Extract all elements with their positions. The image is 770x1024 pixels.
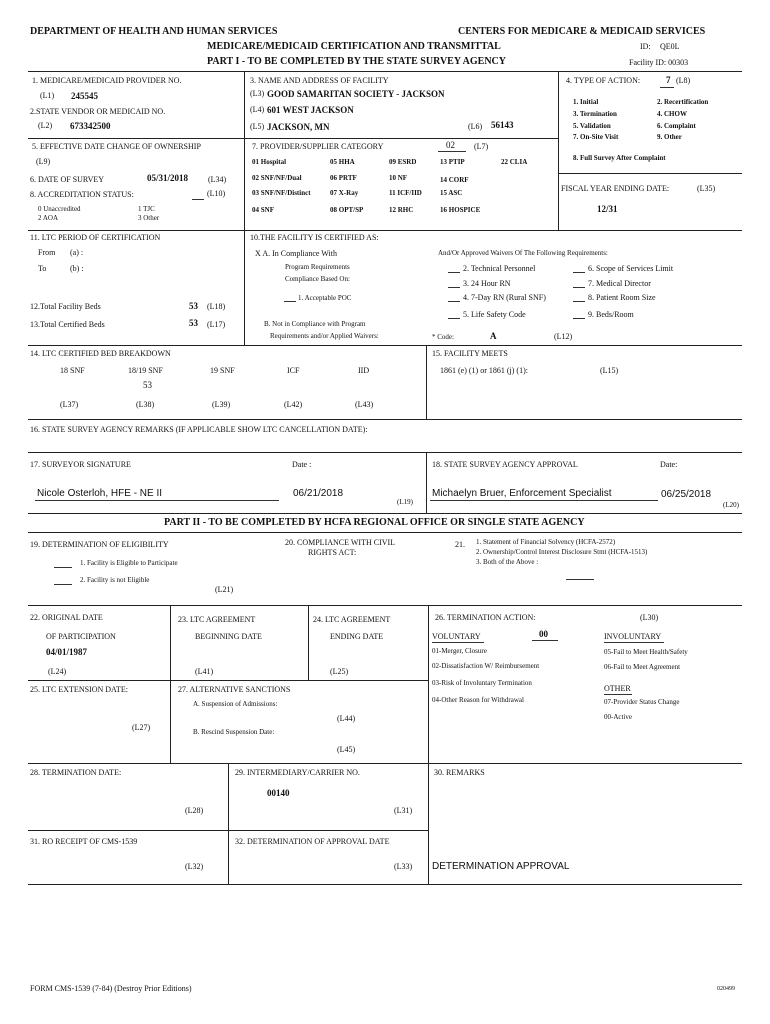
other-label: OTHER (604, 684, 631, 693)
l8-code: (L8) (676, 76, 691, 85)
ending-date-label: ENDING DATE (330, 632, 384, 641)
vrule-g (308, 605, 309, 680)
facility-meets-text: 1861 (e) (1) or 1861 (j) (1): (440, 366, 528, 375)
l25-code: (L25) (330, 667, 349, 676)
program-req: Program Requirements (285, 263, 350, 271)
original-date-value: 04/01/1987 (46, 647, 88, 657)
other-07: 07-Provider Status Change (604, 698, 680, 706)
type-of-action-underline (660, 87, 674, 88)
facility-meets-label: 15. FACILITY MEETS (432, 349, 508, 358)
cat-16: 16 HOSPICE (440, 206, 481, 214)
cat-09: 09 ESRD (389, 158, 417, 166)
waiver-5-blank (448, 318, 460, 319)
survey-date-label: 6. DATE OF SURVEY (30, 175, 105, 184)
l5-code: (L5) (250, 122, 265, 131)
l39-code: (L39) (212, 400, 231, 409)
surveyor-date: 06/21/2018 (293, 488, 344, 499)
sec21-opt-1: 1. Statement of Financial Solvency (HCFA-2572) (476, 538, 616, 546)
accreditation-label: 8. ACCREDITATION STATUS: (30, 190, 134, 199)
waiver-6: 6. Scope of Services Limit (588, 264, 674, 273)
action-opt-9: 9. Other (657, 133, 682, 141)
waivers-label: And/Or Approved Waivers Of The Following Requirements: (438, 249, 608, 257)
involuntary-underline (604, 642, 664, 643)
vrule-h (170, 680, 171, 763)
termination-date-label: 28. TERMINATION DATE: (30, 768, 122, 777)
form-code: 020499 (717, 986, 735, 992)
l7-code: (L7) (474, 142, 489, 151)
intermediary-label: 29. INTERMEDIARY/CARRIER NO. (235, 768, 360, 777)
waiver-4: 4. 7-Day RN (Rural SNF) (463, 293, 546, 302)
voluntary-label: VOLUNTARY (432, 632, 481, 641)
vol-03: 03-Risk of Involuntary Termination (432, 679, 532, 687)
l43-code: (L43) (355, 400, 374, 409)
rule-2 (28, 230, 742, 231)
waiver-8-blank (573, 301, 585, 302)
eligibility-label: 19. DETERMINATION OF ELIGIBILITY (30, 540, 169, 549)
l3-code: (L3) (250, 89, 265, 98)
l9-code: (L9) (36, 157, 51, 166)
bed-19-snf: 19 SNF (210, 366, 235, 375)
l18-code: (L18) (207, 302, 226, 311)
approver-underline (430, 500, 658, 501)
approval-date-label: 32. DETERMINATION OF APPROVAL DATE (235, 837, 390, 846)
remarks-30-label: 30. REMARKS (434, 768, 485, 777)
accred-opt-1: 1 TJC (138, 205, 155, 213)
approver-date: 06/25/2018 (661, 489, 712, 500)
vrule-e (428, 605, 429, 884)
cat-03: 03 SNF/NF/Distinct (252, 189, 311, 197)
civil-rights-label: 20. COMPLIANCE WITH CIVIL (285, 538, 396, 547)
fiscal-year-label: FISCAL YEAR ENDING DATE: (561, 184, 670, 193)
rescind-suspension: B. Rescind Suspension Date: (193, 728, 275, 736)
waiver-5: 5. Life Safety Code (463, 310, 526, 319)
code-label: * Code: (432, 333, 454, 341)
bed-18-19-snf-value: 53 (143, 380, 152, 390)
sec21-blank (566, 579, 594, 580)
certified-as-label: 10.THE FACILITY IS CERTIFIED AS: (250, 233, 379, 242)
action-opt-2: 2. Recertification (657, 98, 709, 106)
vol-04: 04-Other Reason for Withdrawal (432, 696, 524, 704)
id-value: QE0L (660, 42, 680, 51)
surveyor-date-label: Date : (292, 460, 312, 469)
noncompliance-b: B. Not in Compliance with Program (264, 320, 366, 328)
suspension-admissions: A. Suspension of Admissions: (193, 700, 278, 708)
vol-01: 01-Merger, Closure (432, 647, 487, 655)
id-label: ID: (640, 42, 651, 51)
rule-1 (28, 138, 558, 139)
cat-12: 12 RHC (389, 206, 414, 214)
rule-top (28, 71, 742, 72)
vrule-a (244, 71, 245, 345)
waiver-9-blank (573, 318, 585, 319)
accred-opt-0: 0 Unaccredited (38, 205, 81, 213)
from-a: (a) : (70, 248, 84, 257)
part2-title: PART II - TO BE COMPLETED BY HCFA REGIONAL OFFICE OR SINGLE STATE AGENCY (164, 517, 585, 528)
bed-iid: IID (358, 366, 370, 375)
l30-code: (L30) (640, 613, 659, 622)
agency-approval-label: 18. STATE SURVEY AGENCY APPROVAL (432, 460, 578, 469)
not-eligible-blank (54, 584, 72, 585)
cat-06: 06 PRTF (330, 174, 357, 182)
form-title: MEDICARE/MEDICAID CERTIFICATION AND TRANSMITTAL (207, 41, 501, 52)
bed-icf: ICF (287, 366, 300, 375)
provider-no-value: 245545 (71, 91, 98, 101)
rule-8 (28, 605, 742, 606)
fiscal-year-value: 12/31 (597, 204, 618, 214)
action-opt-1: 1. Initial (573, 98, 599, 106)
waiver-2-blank (448, 272, 460, 273)
rule-3 (28, 345, 742, 346)
l42-code: (L42) (284, 400, 303, 409)
cat-10: 10 NF (389, 174, 408, 182)
l44-code: (L44) (337, 714, 356, 723)
beginning-date-label: BEGINNING DATE (195, 632, 262, 641)
compliance-a: X A. In Compliance With (255, 249, 337, 258)
vendor-no-value: 673342500 (70, 121, 111, 131)
to-label: To (38, 264, 47, 273)
accreditation-blank (192, 199, 204, 200)
rule-10 (28, 763, 742, 764)
vrule-f (170, 605, 171, 680)
provider-category-value: 02 (446, 140, 455, 150)
surveyor-underline (35, 500, 279, 501)
rule-4 (28, 419, 742, 420)
cat-01: 01 Hospital (252, 158, 287, 166)
l41-code: (L41) (195, 667, 214, 676)
action-opt-5: 5. Validation (573, 122, 611, 130)
l4-code: (L4) (250, 105, 265, 114)
facility-zip: 56143 (491, 120, 514, 130)
acceptable-poc: 1. Acceptable POC (298, 294, 352, 302)
survey-date-value: 05/31/2018 (147, 173, 189, 183)
facility-street: 601 WEST JACKSON (267, 105, 354, 115)
agency-date-label: Date: (660, 460, 678, 469)
cat-07: 07 X-Ray (330, 189, 359, 197)
waiver-4-blank (448, 301, 460, 302)
compliance-based-on: Compliance Based On: (285, 275, 350, 283)
l15-code: (L15) (600, 366, 619, 375)
rule-12 (28, 884, 742, 885)
to-b: (b) : (70, 264, 84, 273)
cat-15: 15 ASC (440, 189, 463, 197)
approver-name: Michaelyn Bruer, Enforcement Specialist (432, 488, 612, 499)
l33-code: (L33) (394, 862, 413, 871)
cat-08: 08 OPT/SP (330, 206, 364, 214)
eligible-blank (54, 567, 72, 568)
bed-18-19-snf: 18/19 SNF (128, 366, 163, 375)
l6-code: (L6) (468, 122, 483, 131)
l38-code: (L38) (136, 400, 155, 409)
surveyor-name: Nicole Osterloh, HFE - NE II (37, 488, 163, 499)
vendor-no-label: 2.STATE VENDOR OR MEDICAID NO. (30, 107, 166, 116)
waiver-9: 9. Beds/Room (588, 310, 634, 319)
l27-code: (L27) (132, 723, 151, 732)
total-beds-value: 53 (189, 301, 198, 311)
provider-category-label: 7. PROVIDER/SUPPLIER CATEGORY (252, 142, 384, 151)
ltc-period-label: 11. LTC PERIOD OF CERTIFICATION (30, 233, 161, 242)
noncompliance-b2: Requirements and/or Applied Waivers: (270, 332, 379, 340)
part1-title: PART I - TO BE COMPLETED BY THE STATE SURVEY AGENCY (207, 56, 506, 67)
rule-5 (28, 452, 742, 453)
facility-name: GOOD SAMARITAN SOCIETY - JACKSON (267, 89, 445, 99)
waiver-2: 2. Technical Personnel (463, 264, 536, 273)
change-ownership-label: 5. EFFECTIVE DATE CHANGE OF OWNERSHIP (32, 142, 201, 151)
termination-value-underline (532, 640, 558, 641)
from-label: From (38, 248, 56, 257)
provider-no-label: 1. MEDICARE/MEDICAID PROVIDER NO. (32, 76, 182, 85)
l12-code: (L12) (554, 332, 573, 341)
vrule-c (426, 345, 427, 419)
l19-code: (L19) (397, 498, 413, 506)
rule-fy (558, 173, 742, 174)
cat-14: 14 CORF (440, 176, 469, 184)
ltc-extension-label: 25. LTC EXTENSION DATE: (30, 685, 128, 694)
cat-22: 22 CLIA (501, 158, 528, 166)
waiver-8: 8. Patient Room Size (588, 293, 656, 302)
code-value: A (490, 331, 497, 341)
intermediary-value: 00140 (267, 788, 290, 798)
surveyor-signature-label: 17. SURVEYOR SIGNATURE (30, 460, 131, 469)
cat-04: 04 SNF (252, 206, 274, 214)
waiver-6-blank (573, 272, 585, 273)
cat-05: 05 HHA (330, 158, 355, 166)
facility-name-label: 3. NAME AND ADDRESS OF FACILITY (250, 76, 389, 85)
l34-code: (L34) (208, 175, 227, 184)
vrule-d (426, 452, 427, 513)
invol-06: 06-Fail to Meet Agreement (604, 663, 681, 671)
rule-6 (28, 513, 742, 514)
cat-11: 11 ICF/IID (389, 189, 422, 197)
l17-code: (L17) (207, 320, 226, 329)
l1-code: (L1) (40, 91, 55, 100)
l32-code: (L32) (185, 862, 204, 871)
l24-code: (L24) (48, 667, 67, 676)
sec21-opt-2: 2. Ownership/Control Interest Disclosure Stmt (HCFA-1513) (476, 548, 648, 556)
action-opt-7: 7. On-Site Visit (573, 133, 619, 141)
original-date-label: 22. ORIGINAL DATE (30, 613, 103, 622)
rule-7 (28, 532, 742, 533)
ltc-agreement-begin-label: 23. LTC AGREEMENT (178, 615, 256, 624)
certified-beds-value: 53 (189, 318, 198, 328)
l21-code: (L21) (215, 585, 234, 594)
l2-code: (L2) (38, 121, 53, 130)
l31-code: (L31) (394, 806, 413, 815)
eligible-opt-2: 2. Facility is not Eligible (80, 576, 150, 584)
invol-05: 05-Fail to Meet Health/Safety (604, 648, 688, 656)
waiver-7-blank (573, 287, 585, 288)
original-date-label-2: OF PARTICIPATION (46, 632, 116, 641)
civil-rights-label-2: RIGHTS ACT: (308, 548, 357, 557)
cat-02: 02 SNF/NF/Dual (252, 174, 302, 182)
rule-9 (28, 680, 428, 681)
accred-opt-2: 2 AOA (38, 214, 59, 222)
facility-id: Facility ID: 00303 (629, 58, 689, 67)
other-underline (604, 694, 632, 695)
action-opt-4: 4. CHOW (657, 110, 687, 118)
l35-code: (L35) (697, 184, 716, 193)
department-name: DEPARTMENT OF HEALTH AND HUMAN SERVICES (30, 26, 278, 37)
vol-02: 02-Dissatisfaction W/ Reimbursement (432, 662, 540, 670)
action-opt-6: 6. Complaint (657, 122, 696, 130)
provider-category-underline (438, 151, 466, 152)
vrule-i (228, 763, 229, 884)
l28-code: (L28) (185, 806, 204, 815)
remarks-16-label: 16. STATE SURVEY AGENCY REMARKS (IF APPLICABLE SHOW LTC CANCELLATION DATE): (30, 425, 368, 434)
type-of-action-value: 7 (666, 75, 671, 85)
remarks-30-value: DETERMINATION APPROVAL (432, 861, 570, 872)
waiver-3-blank (448, 287, 460, 288)
termination-action-label: 26. TERMINATION ACTION: (435, 613, 536, 622)
other-00: 00-Active (604, 713, 632, 721)
total-beds-label: 12.Total Facility Beds (30, 302, 101, 311)
ltc-agreement-end-label: 24. LTC AGREEMENT (313, 615, 391, 624)
l37-code: (L37) (60, 400, 79, 409)
type-of-action-label: 4. TYPE OF ACTION: (566, 76, 641, 85)
action-opt-8: 8. Full Survey After Complaint (573, 154, 666, 162)
voluntary-underline (432, 642, 484, 643)
l10-code: (L10) (207, 189, 226, 198)
certified-beds-label: 13.Total Certified Beds (30, 320, 105, 329)
facility-city: JACKSON, MN (267, 122, 330, 132)
eligible-opt-1: 1. Facility is Eligible to Participate (80, 559, 178, 567)
accred-opt-3: 3 Other (138, 214, 160, 222)
waiver-7: 7. Medical Director (588, 279, 651, 288)
agency-name: CENTERS FOR MEDICARE & MEDICAID SERVICES (458, 26, 706, 37)
waiver-3: 3. 24 Hour RN (463, 279, 511, 288)
l20-code: (L20) (723, 501, 739, 509)
alt-sanctions-label: 27. ALTERNATIVE SANCTIONS (178, 685, 291, 694)
form-number: FORM CMS-1539 (7-84) (Destroy Prior Editions) (30, 984, 192, 993)
vrule-b (558, 71, 559, 230)
sec21-opt-3: 3. Both of the Above : (476, 558, 539, 566)
poc-blank (284, 301, 296, 302)
bed-18-snf: 18 SNF (60, 366, 85, 375)
involuntary-label: INVOLUNTARY (604, 632, 662, 641)
action-opt-3: 3. Termination (573, 110, 617, 118)
bed-breakdown-label: 14. LTC CERTIFIED BED BREAKDOWN (30, 349, 171, 358)
l45-code: (L45) (337, 745, 356, 754)
cat-13: 13 PTIP (440, 158, 465, 166)
termination-value: 00 (539, 629, 548, 639)
sec21-number: 21. (455, 540, 465, 549)
ro-receipt-label: 31. RO RECEIPT OF CMS-1539 (30, 837, 138, 846)
